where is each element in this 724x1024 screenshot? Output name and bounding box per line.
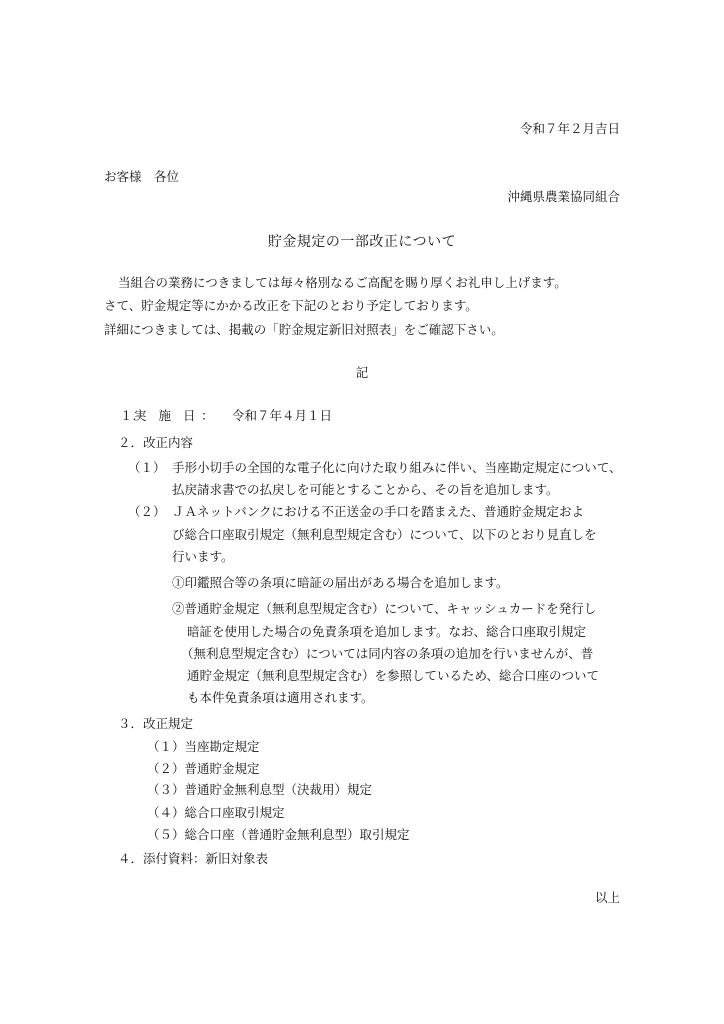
section2-item2-sub2-line-5: も本件免責条項は適用されます。 bbox=[187, 690, 374, 705]
section2-heading: ２．改正内容 bbox=[118, 435, 194, 450]
section1-label: 実 施 日 bbox=[134, 408, 200, 423]
section2-item2-sub1: ①印鑑照合等の条項に暗証の届出がある場合を追加します。 bbox=[172, 575, 509, 590]
section2-item2-sub2-line-4: 通貯金規定（無利息型規定含む）を参照しているため、総合口座のついて bbox=[187, 668, 600, 683]
addressee: お客様 各位 bbox=[104, 169, 180, 184]
section3-item-2: （２）普通貯金規定 bbox=[147, 761, 260, 776]
sender-organization: 沖縄県農業協同組合 bbox=[507, 189, 620, 204]
section3-item-1: （１）当座勘定規定 bbox=[147, 739, 260, 754]
section2-item2-sub2-line-1: ②普通貯金規定（無利息型規定含む）について、キャッシュカードを発行し bbox=[172, 601, 597, 616]
section2-item2-sub2-line-2: 暗証を使用した場合の免責条項を追加します。なお、総合口座取引規定 bbox=[187, 624, 587, 639]
section1-number: １. bbox=[120, 408, 137, 423]
section3-item-5: （５）総合口座（普通貯金無利息型）取引規定 bbox=[147, 827, 410, 842]
intro-line-1: 当組合の業務につきましては毎々格別なるご高配を賜り厚くお礼申し上げます。 bbox=[118, 275, 567, 290]
section2-item2-sub2-line-3: （無利息型規定含む）については同内容の条項の追加を行いませんが、普 bbox=[181, 646, 594, 661]
document-date: 令和７年２月吉日 bbox=[519, 121, 620, 136]
section2-item1-line-1: 手形小切手の全国的な電子化に向けた取り組みに伴い、当座勘定規定について、 bbox=[172, 460, 622, 475]
intro-line-2: さて、貯金規定等にかかる改正を下記のとおり予定しております。 bbox=[104, 298, 478, 313]
section2-item2-number: （２） bbox=[128, 504, 166, 519]
section2-item2-line-1: ＪＡネットバンクにおける不正送金の手口を踏まえた、普通貯金規定およ bbox=[172, 504, 585, 519]
section3-item-3: （３）普通貯金無利息型（決裁用）規定 bbox=[147, 782, 373, 797]
section1-colon: ： bbox=[201, 408, 214, 423]
section4-heading: ４．添付資料：新旧対象表 bbox=[118, 851, 269, 866]
document-title: 貯金規定の一部改正について bbox=[267, 234, 457, 250]
closing-ijou: 以上 bbox=[594, 890, 620, 905]
section2-item1-line-2: 払戻請求書での払戻しを可能とすることから、その旨を追加します。 bbox=[172, 482, 559, 497]
section2-item2-line-2: び総合口座取引規定（無利息型規定含む）について、以下のとおり見直しを bbox=[172, 527, 597, 542]
section2-item2-line-3: 行います。 bbox=[172, 549, 234, 564]
section3-heading: ３．改正規定 bbox=[118, 716, 194, 731]
section2-item1-number: （１） bbox=[128, 460, 166, 475]
section3-item-4: （４）総合口座取引規定 bbox=[147, 805, 285, 820]
section1-value: 令和７年４月１日 bbox=[232, 408, 333, 423]
ki-heading: 記 bbox=[355, 365, 369, 380]
intro-line-3: 詳細につきましては、掲載の「貯金規定新旧対照表」をご確認下さい。 bbox=[104, 322, 504, 337]
